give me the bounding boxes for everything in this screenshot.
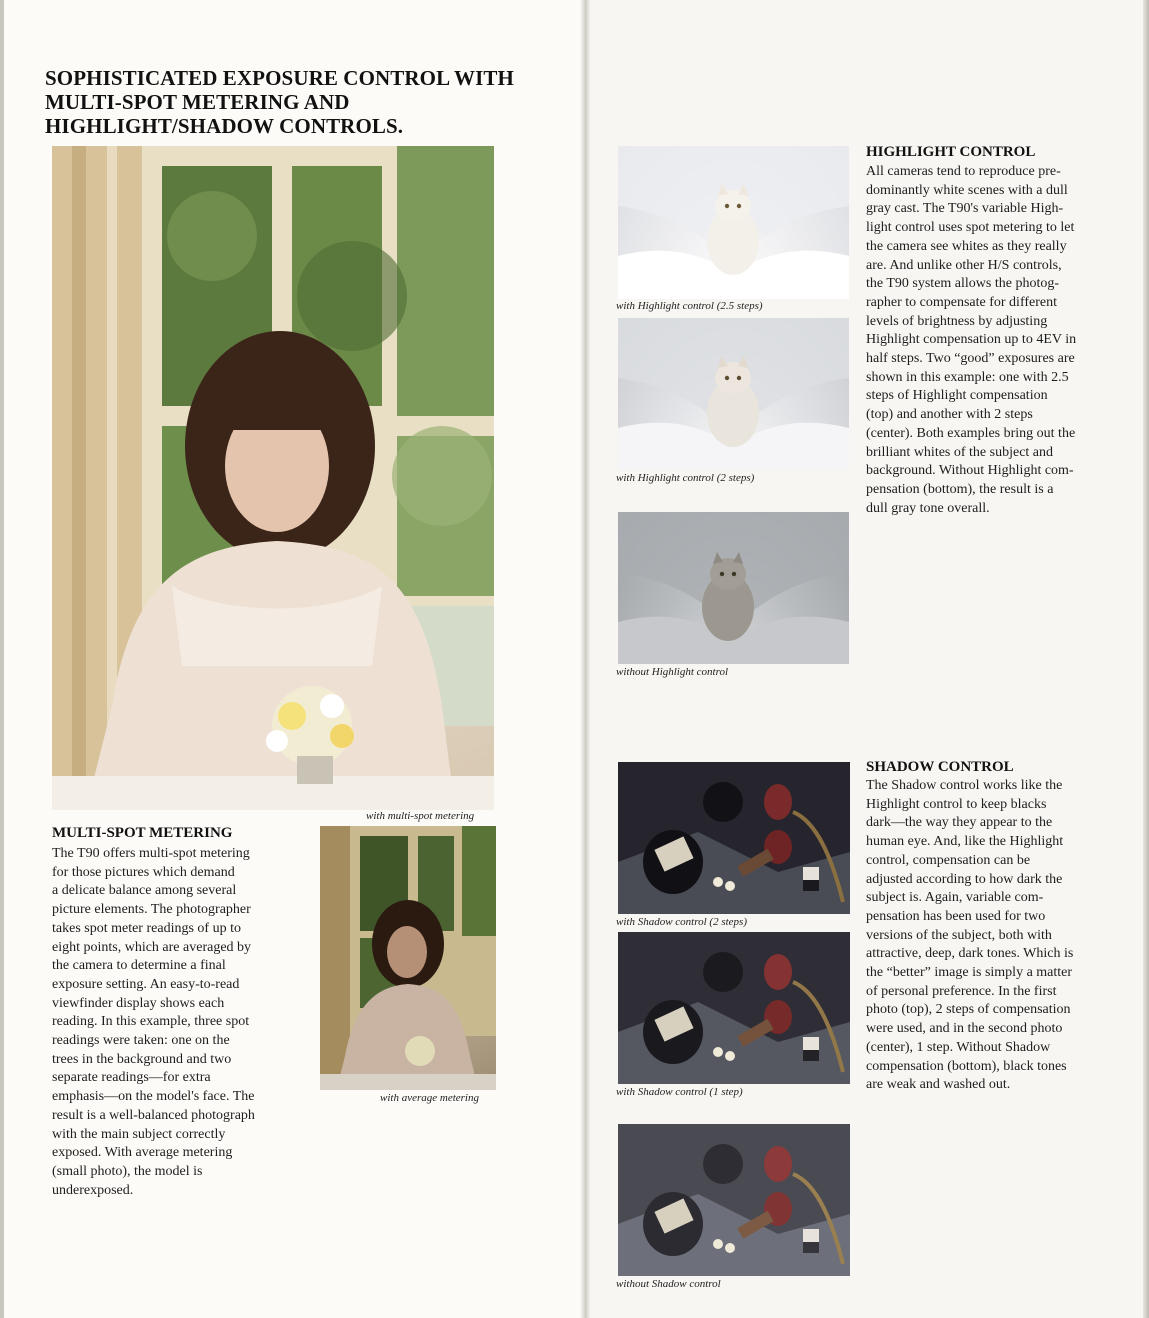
text-line: subject is. Again, variable com- [866,890,1044,906]
headline-line-1: SOPHISTICATED EXPOSURE CONTROL WITH [45,66,514,90]
text-line: dominantly white scenes with a dull [866,182,1068,198]
multi-spot-body [52,845,317,1200]
text-line: The Shadow control works like the [866,778,1063,793]
caption-average-metering: with average metering [380,1092,479,1104]
cat-illustration [618,146,849,299]
text-line: (center). Both examples bring out the [866,425,1076,441]
text-line: dark—the way they appear to the [866,815,1053,831]
text-line: Highlight control to keep blacks [866,796,1047,812]
multi-spot-metering-photo [52,146,494,810]
text-line: pensation (bottom), the result is a [866,481,1054,497]
text-line: gray cast. The T90's variable High- [866,201,1064,217]
caption-highlight-2-5: with Highlight control (2.5 steps) [616,300,763,312]
text-line: the camera to determine a final [52,958,226,974]
text-line: for those pictures which demand [52,864,235,880]
text-line: Highlight compensation up to 4EV in [866,332,1077,348]
caption-shadow-without: without Shadow control [616,1278,721,1290]
cat-illustration [618,318,849,470]
text-line: human eye. And, like the Highlight [866,834,1064,850]
caption-multi-spot: with multi-spot metering [366,810,475,822]
text-line: readings were taken: one on the [52,1033,230,1049]
text-line: (center), 1 step. Without Shadow [866,1039,1051,1055]
text-line: a delicate balance among several [52,883,237,899]
page-edge-left [0,0,4,1318]
highlight-photo-without [618,512,849,664]
multi-spot-title: MULTI-SPOT METERING [52,825,233,841]
text-line: viewfinder display shows each [52,995,225,1011]
text-line: the “better” image is simply a matter [866,965,1073,981]
highlight-photo-2-steps [618,318,849,470]
text-line: emphasis—on the model's face. The [52,1089,255,1105]
headline-line-3: HIGHLIGHT/SHADOW CONTROLS. [45,114,404,138]
text-line: shown in this example: one with 2.5 [866,369,1069,385]
headline [45,66,565,138]
text-line: eight points, which are averaged by [52,939,252,955]
caption-highlight-2: with Highlight control (2 steps) [616,472,755,484]
text-line: half steps. Two “good” exposures are [866,351,1075,367]
text-line: with the main subject correctly [52,1126,226,1142]
text-line: background. Without Highlight com- [866,463,1074,479]
text-line: photo (top), 2 steps of compensation [866,1002,1071,1018]
text-line: levels of brightness by adjusting [866,313,1048,329]
highlight-photo-2-5-steps [618,146,849,299]
text-line: are. And unlike other H/S controls, [866,257,1062,273]
text-line: (small photo), the model is [52,1163,203,1179]
caption-shadow-2: with Shadow control (2 steps) [616,916,747,928]
text-line: of personal preference. In the first [866,983,1057,999]
text-line: result is a well-balanced photograph [52,1107,255,1123]
cat-illustration [618,512,849,664]
text-line: exposure setting. An easy-to-read [52,976,240,992]
text-line: reading. In this example, three spot [52,1014,250,1030]
shadow-body [866,777,1136,1095]
still-life-illustration [618,1124,850,1276]
text-line: the T90 system allows the photog- [866,276,1059,292]
text-line: adjusted according to how dark the [866,871,1063,887]
text-line: were used, and in the second photo [866,1021,1063,1037]
text-line: picture elements. The photographer [52,902,251,918]
page-gutter [580,0,590,1318]
caption-shadow-1: with Shadow control (1 step) [616,1086,743,1098]
portrait-small-illustration [320,826,496,1090]
caption-highlight-without: without Highlight control [616,666,729,678]
text-line: control, compensation can be [866,852,1031,868]
portrait-illustration [52,146,494,810]
text-line: underexposed. [52,1182,134,1198]
text-line: dull gray tone overall. [866,500,990,516]
text-line: exposed. With average metering [52,1145,233,1161]
shadow-photo-2-steps [618,762,850,914]
text-line: the camera see whites as they really [866,238,1067,254]
highlight-body [866,163,1136,518]
text-line: steps of Highlight compensation [866,388,1048,404]
text-line: compensation (bottom), black tones [866,1058,1067,1074]
still-life-illustration [618,762,850,914]
text-line: pensation has been used for two [866,908,1046,924]
highlight-title: HIGHLIGHT CONTROL [866,144,1036,160]
headline-line-2: MULTI-SPOT METERING AND [45,90,350,114]
text-line: The T90 offers multi-spot metering [52,846,250,861]
shadow-title: SHADOW CONTROL [866,759,1014,775]
text-line: trees in the background and two [52,1051,232,1067]
shadow-photo-1-step [618,932,850,1084]
average-metering-photo [320,826,496,1090]
text-line: (top) and another with 2 steps [866,407,1033,423]
text-line: All cameras tend to reproduce pre- [866,164,1061,179]
shadow-photo-without [618,1124,850,1276]
text-line: light control uses spot metering to let [866,220,1075,236]
text-line: rapher to compensate for different [866,294,1057,310]
text-line: separate readings—for extra [52,1070,211,1086]
text-line: versions of the subject, both with [866,927,1052,943]
text-line: brilliant whites of the subject and [866,444,1054,460]
page-edge-right [1143,0,1149,1318]
text-line: attractive, deep, dark tones. Which is [866,946,1074,962]
still-life-illustration [618,932,850,1084]
text-line: are weak and washed out. [866,1077,1011,1093]
text-line: takes spot meter readings of up to [52,920,241,936]
